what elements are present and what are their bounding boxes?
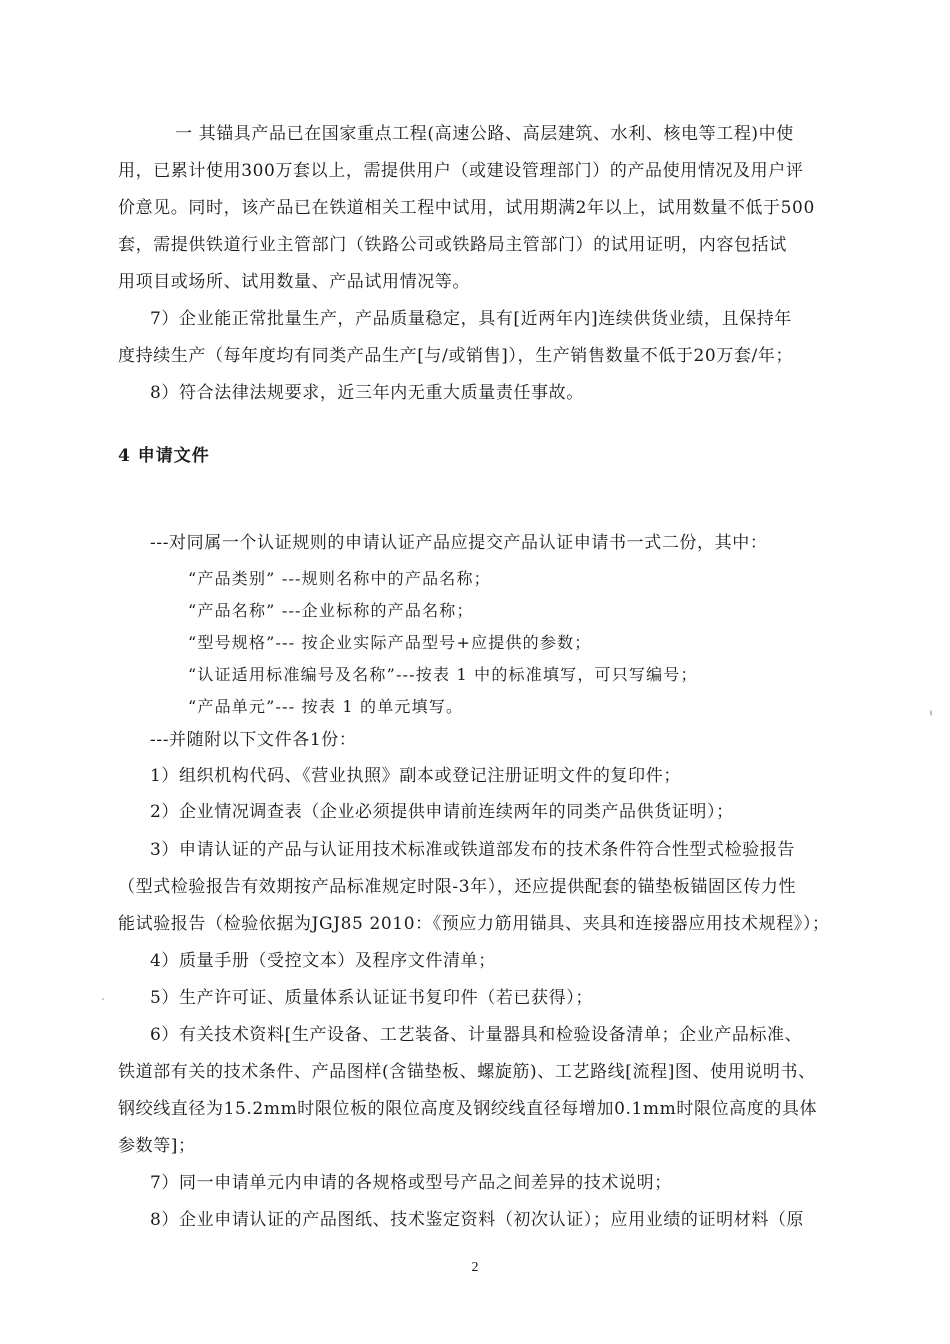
paragraph-line: 用，已累计使用300万套以上，需提供用户（或建设管理部门）的产品使用情况及用户评 [118, 161, 804, 181]
list-item: 铁道部有关的技术条件、产品图样(含锚垫板、螺旋筋)、工艺路线[流程]图、使用说明书、 [118, 1062, 816, 1082]
paragraph-line: 价意见。同时，该产品已在铁道相关工程中试用，试用期满2年以上，试用数量不低于500 [118, 198, 815, 218]
list-item: 6）有关技术资料[生产设备、工艺装备、计量器具和检验设备清单；企业产品标准、 [150, 1025, 803, 1045]
list-item: 5）生产许可证、质量体系认证证书复印件（若已获得）； [150, 988, 593, 1008]
field-description: “产品类别” ---规则名称中的产品名称； [188, 569, 491, 588]
list-item: 7）同一申请单元内申请的各规格或型号产品之间差异的技术说明； [150, 1173, 672, 1193]
paragraph-line: 一 其锚具产品已在国家重点工程(高速公路、高层建筑、水利、核电等工程)中使 [175, 124, 794, 144]
list-item: 能试验报告（检验依据为JGJ85 2010：《预应力筋用锚具、夹具和连接器应用技术规程》）； [118, 914, 830, 934]
section-heading: 4 申请文件 [118, 446, 210, 466]
paragraph-line: ---并随附以下文件各1份： [150, 730, 357, 750]
list-item: （型式检验报告有效期按产品标准规定时限-3年），还应提供配套的锚垫板锚固区传力性 [118, 877, 797, 897]
paragraph-line: 用项目或场所、试用数量、产品试用情况等。 [118, 272, 470, 292]
field-description: “产品单元”--- 按表 1 的单元填写。 [188, 697, 464, 716]
field-description: “型号规格”--- 按企业实际产品型号+应提供的参数； [188, 633, 592, 652]
list-item: 2）企业情况调查表（企业必须提供申请前连续两年的同类产品供货证明）； [150, 802, 734, 822]
field-description: “产品名称” ---企业标称的产品名称； [188, 601, 474, 620]
page-number: 2 [471, 1260, 479, 1275]
list-item: 1）组织机构代码、《营业执照》副本或登记注册证明文件的复印件； [150, 766, 681, 786]
scan-speck [930, 710, 932, 716]
paragraph-line: 7）企业能正常批量生产，产品质量稳定，具有[近两年内]连续供货业绩，且保持年 [150, 309, 792, 329]
list-item: 钢绞线直径为15.2mm时限位板的限位高度及钢绞线直径每增加0.1mm时限位高度的具体 [118, 1099, 818, 1119]
list-item: 4）质量手册（受控文本）及程序文件清单； [150, 951, 496, 971]
list-item: 3）申请认证的产品与认证用技术标准或铁道部发布的技术条件符合性型式检验报告 [150, 840, 796, 860]
scan-speck [102, 998, 104, 1000]
paragraph-line: 8）符合法律法规要求，近三年内无重大质量责任事故。 [150, 383, 584, 403]
list-item: 参数等]； [118, 1136, 196, 1156]
field-description: “认证适用标准编号及名称”---按表 1 中的标准填写，可只写编号； [188, 665, 698, 684]
paragraph-line: ---对同属一个认证规则的申请认证产品应提交产品认证申请书一式二份，其中： [150, 533, 768, 553]
paragraph-line: 套，需提供铁道行业主管部门（铁路公司或铁路局主管部门）的试用证明，内容包括试 [118, 235, 787, 255]
paragraph-line: 度持续生产（每年度均有同类产品生产[与/或销售]），生产销售数量不低于20万套/年； [118, 346, 794, 366]
list-item: 8）企业申请认证的产品图纸、技术鉴定资料（初次认证）；应用业绩的证明材料（原 [150, 1210, 805, 1230]
